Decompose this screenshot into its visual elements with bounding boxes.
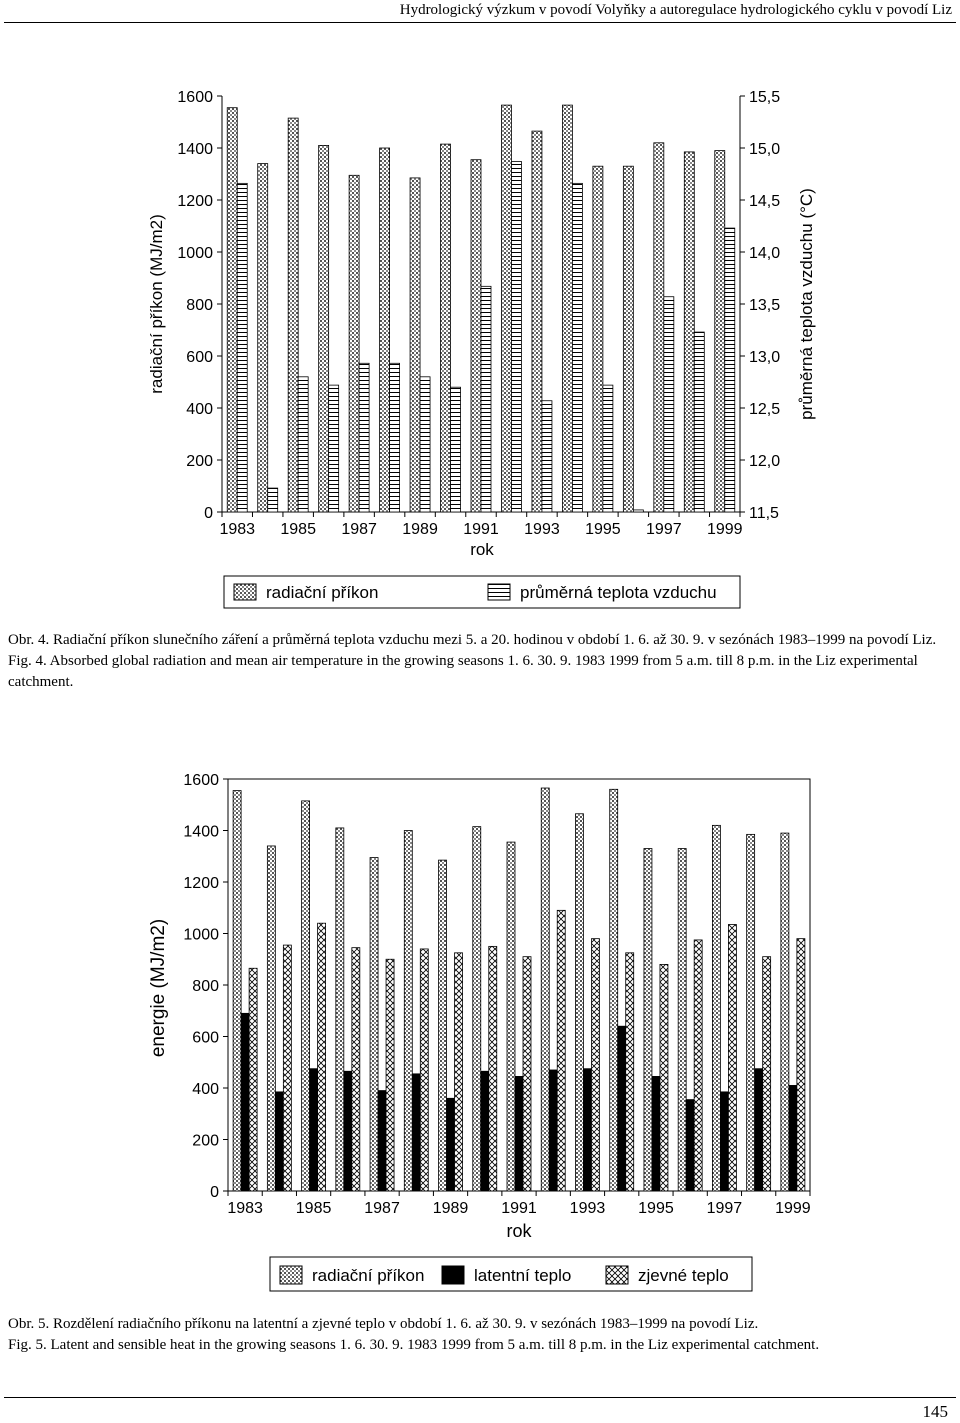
bar-radiační-příkon-1993: [575, 814, 583, 1191]
bar-radiační-příkon-1990: [441, 144, 451, 512]
bar-zjevné-teplo-1998: [763, 957, 771, 1191]
bar-radiační-příkon-1989: [410, 178, 420, 512]
x-tick-label: 1991: [463, 521, 499, 538]
bar-průměrná-teplota-vzduchu-1998: [694, 332, 704, 512]
y2-tick-label: 15,5: [749, 89, 781, 106]
y2-tick-label: 12,5: [749, 401, 781, 418]
bar-radiační-příkon-1988: [380, 148, 390, 512]
y-tick-label: 400: [192, 1081, 219, 1098]
bar-radiační-příkon-1999: [781, 833, 789, 1191]
bar-radiační-příkon-1986: [336, 828, 344, 1191]
bar-průměrná-teplota-vzduchu-1997: [664, 297, 674, 512]
y2-tick-label: 13,5: [749, 297, 781, 314]
x-tick-label: 1995: [585, 521, 621, 538]
bar-radiační-příkon-1986: [319, 145, 329, 512]
x-tick-label: 1993: [569, 1200, 606, 1217]
x-tick-label: 1985: [295, 1200, 332, 1217]
y-tick-label: 1000: [183, 926, 219, 944]
bar-radiační-příkon-1984: [267, 846, 275, 1191]
y-tick-label: 1600: [183, 772, 219, 789]
legend-label-radiation: radiační příkon: [266, 583, 379, 602]
bar-latentní-teplo-1984: [275, 1092, 283, 1191]
figure-5-chart: [0, 760, 960, 1300]
bar-radiační-příkon-1992: [541, 788, 549, 1191]
page-number: 145: [922, 1402, 948, 1421]
bar-radiační-příkon-1987: [349, 175, 359, 512]
footer-rule: [4, 1397, 956, 1398]
bar-radiační-příkon-1998: [684, 152, 694, 512]
figure-5-legend: [270, 1257, 752, 1291]
y2-tick-label: 13,0: [749, 349, 781, 366]
y-tick-label: 600: [186, 349, 213, 366]
bar-radiační-příkon-1983: [227, 108, 237, 512]
bar-zjevné-teplo-1991: [523, 957, 531, 1191]
bar-průměrná-teplota-vzduchu-1995: [603, 385, 613, 512]
bar-radiační-příkon-1987: [370, 858, 378, 1191]
bar-průměrná-teplota-vzduchu-1989: [420, 377, 430, 512]
x-tick-label: 1983: [227, 1200, 263, 1217]
figure-4-plot: [177, 89, 780, 538]
bar-zjevné-teplo-1993: [591, 939, 599, 1191]
bar-radiační-příkon-1990: [473, 827, 481, 1191]
bar-zjevné-teplo-1984: [283, 945, 291, 1191]
figure-4-caption-cz: Obr. 4. Radiační příkon slunečního záření a průměrná teplota vzduchu mezi 5. a 20. hodinou v období 1. 6. až 30. 9. v sezónách 1983–1999 na povodí Liz.: [8, 632, 937, 648]
y-tick-label: 1200: [183, 875, 219, 892]
bar-radiační-příkon-1991: [507, 842, 515, 1191]
figure-4-legend: [224, 576, 740, 608]
bar-průměrná-teplota-vzduchu-1992: [511, 162, 521, 512]
bar-průměrná-teplota-vzduchu-1993: [542, 401, 552, 512]
bar-radiační-příkon-1997: [654, 143, 664, 512]
bar-zjevné-teplo-1983: [249, 968, 257, 1191]
x-tick-label: 1997: [706, 1200, 743, 1217]
figure-4-x-axis-label: rok: [470, 540, 494, 559]
y2-tick-label: 14,0: [749, 245, 781, 262]
bar-latentní-teplo-1985: [310, 1069, 318, 1191]
figure-5-plot: [183, 772, 810, 1217]
bar-latentní-teplo-1995: [652, 1076, 660, 1191]
figure-5-caption: [8, 1314, 952, 1356]
bar-radiační-příkon-1985: [288, 118, 298, 512]
bar-radiační-příkon-1996: [623, 166, 633, 512]
legend-label-sensible: zjevné teplo: [638, 1266, 729, 1285]
bar-latentní-teplo-1988: [412, 1074, 420, 1191]
bar-zjevné-teplo-1990: [489, 946, 497, 1191]
figure-5-y-axis-label: energie (MJ/m2): [148, 918, 169, 1058]
bar-latentní-teplo-1992: [549, 1070, 557, 1191]
bar-latentní-teplo-1989: [447, 1098, 455, 1191]
header-rule: [4, 22, 956, 23]
bar-latentní-teplo-1998: [755, 1069, 763, 1191]
figure-5-caption-cz: Obr. 5. Rozdělení radiačního příkonu na latentní a zjevné teplo v období 1. 6. až 30. 9. v sezónách 1983–1999 na povodí Liz.: [8, 1316, 759, 1332]
bar-latentní-teplo-1991: [515, 1076, 523, 1191]
bar-zjevné-teplo-1986: [352, 948, 360, 1191]
y-tick-label: 0: [204, 505, 213, 522]
y2-tick-label: 14,5: [749, 193, 781, 210]
legend-swatch-latent: [442, 1266, 464, 1284]
bar-zjevné-teplo-1985: [318, 923, 326, 1191]
legend-swatch-radiation: [234, 584, 256, 600]
bar-zjevné-teplo-1995: [660, 964, 668, 1191]
legend-label-latent: latentní teplo: [474, 1266, 572, 1285]
bar-zjevné-teplo-1988: [420, 949, 428, 1191]
y-tick-label: 1400: [183, 823, 219, 841]
x-tick-label: 1999: [775, 1200, 811, 1217]
y-tick-label: 1600: [177, 89, 213, 106]
y-tick-label: 1000: [177, 245, 213, 262]
bar-radiační-příkon-1993: [532, 131, 542, 512]
y-tick-label: 800: [186, 297, 213, 314]
bar-zjevné-teplo-1999: [797, 939, 805, 1191]
y-tick-label: 800: [192, 978, 219, 995]
figure-5-caption-en: Fig. 5. Latent and sensible heat in the growing seasons 1. 6. 30. 9. 1983 1999 from 5 a.m. till 8 p.m. in the Liz experimental catchment.: [8, 1337, 820, 1353]
figure-4-y-axis-label: radiační příkon (MJ/m2): [147, 214, 166, 394]
bar-radiační-příkon-1998: [747, 834, 755, 1191]
bar-latentní-teplo-1990: [481, 1071, 489, 1191]
y2-tick-label: 15,0: [749, 141, 781, 158]
x-tick-label: 1993: [524, 521, 560, 538]
x-tick-label: 1983: [219, 521, 256, 538]
x-tick-label: 1989: [432, 1200, 469, 1217]
bar-radiační-příkon-1995: [644, 849, 652, 1191]
y-tick-label: 200: [186, 453, 213, 470]
bar-radiační-příkon-1989: [439, 860, 447, 1191]
bar-průměrná-teplota-vzduchu-1996: [633, 510, 643, 512]
y2-tick-label: 11,5: [749, 505, 779, 522]
legend-label-radiation: radiační příkon: [312, 1266, 425, 1285]
bar-latentní-teplo-1996: [686, 1100, 694, 1191]
legend-label-temperature: průměrná teplota vzduchu: [520, 583, 717, 602]
figure-4-chart: [0, 60, 960, 620]
y-tick-label: 600: [192, 1029, 219, 1047]
bar-zjevné-teplo-1996: [694, 940, 702, 1191]
bar-průměrná-teplota-vzduchu-1999: [725, 228, 735, 512]
bar-průměrná-teplota-vzduchu-1990: [451, 387, 461, 512]
bar-průměrná-teplota-vzduchu-1988: [390, 363, 400, 512]
bar-radiační-příkon-1999: [715, 151, 725, 512]
y-tick-label: 0: [210, 1184, 219, 1201]
figure-4-y2-axis-label: průměrná teplota vzduchu (°C): [797, 188, 816, 420]
y-tick-label: 400: [186, 401, 213, 418]
bar-radiační-příkon-1994: [562, 105, 572, 512]
legend-swatch-radiation: [280, 1266, 302, 1284]
bar-latentní-teplo-1999: [789, 1085, 797, 1191]
y-tick-label: 1200: [177, 193, 213, 210]
bar-zjevné-teplo-1994: [626, 953, 634, 1191]
bar-průměrná-teplota-vzduchu-1994: [572, 183, 582, 512]
x-tick-label: 1995: [638, 1200, 674, 1217]
bar-radiační-příkon-1991: [471, 160, 481, 512]
bar-radiační-příkon-1984: [258, 164, 268, 512]
bar-radiační-příkon-1997: [712, 825, 720, 1191]
bar-průměrná-teplota-vzduchu-1987: [359, 363, 369, 512]
bar-latentní-teplo-1986: [344, 1071, 352, 1191]
x-tick-label: 1987: [364, 1200, 400, 1217]
running-header: Hydrologický výzkum v povodí Volyňky a autoregulace hydrologického cyklu v povodí Liz: [399, 2, 952, 18]
bar-radiační-příkon-1992: [501, 105, 511, 512]
bar-latentní-teplo-1997: [720, 1092, 728, 1191]
bar-radiační-příkon-1983: [233, 791, 241, 1191]
bar-průměrná-teplota-vzduchu-1983: [237, 183, 247, 512]
bar-latentní-teplo-1994: [618, 1026, 626, 1191]
bar-radiační-příkon-1996: [678, 849, 686, 1191]
bar-latentní-teplo-1983: [241, 1013, 249, 1191]
x-tick-label: 1997: [646, 521, 682, 538]
bar-průměrná-teplota-vzduchu-1986: [329, 385, 339, 512]
x-tick-label: 1999: [706, 521, 743, 538]
bar-radiační-příkon-1995: [593, 166, 603, 512]
legend-swatch-sensible: [606, 1266, 628, 1284]
bar-radiační-příkon-1985: [302, 801, 310, 1191]
bar-latentní-teplo-1987: [378, 1091, 386, 1191]
bar-zjevné-teplo-1989: [455, 953, 463, 1191]
y2-tick-label: 12,0: [749, 453, 781, 470]
bar-zjevné-teplo-1992: [557, 910, 565, 1191]
x-tick-label: 1985: [280, 521, 316, 538]
figure-5-x-axis-label: rok: [506, 1221, 532, 1241]
x-tick-label: 1987: [341, 521, 377, 538]
bar-radiační-příkon-1988: [404, 831, 412, 1192]
bar-zjevné-teplo-1987: [386, 959, 394, 1191]
y-tick-label: 200: [192, 1132, 219, 1150]
bar-zjevné-teplo-1997: [728, 924, 736, 1191]
figure-4-caption-en: Fig. 4. Absorbed global radiation and mean air temperature in the growing seasons 1. 6. 30. 9. 1983 1999 from 5 a.m. till 8 p.m. in the Liz experimental catchment.: [8, 653, 918, 690]
bar-průměrná-teplota-vzduchu-1984: [268, 488, 278, 512]
x-tick-label: 1989: [402, 521, 438, 538]
bar-průměrná-teplota-vzduchu-1985: [298, 377, 308, 512]
y-tick-label: 1400: [177, 141, 213, 158]
bar-radiační-příkon-1994: [610, 789, 618, 1191]
figure-4-caption: [8, 630, 952, 693]
x-tick-label: 1991: [501, 1200, 537, 1217]
bar-latentní-teplo-1993: [583, 1069, 591, 1191]
legend-swatch-temperature: [488, 584, 510, 600]
bar-průměrná-teplota-vzduchu-1991: [481, 286, 491, 512]
